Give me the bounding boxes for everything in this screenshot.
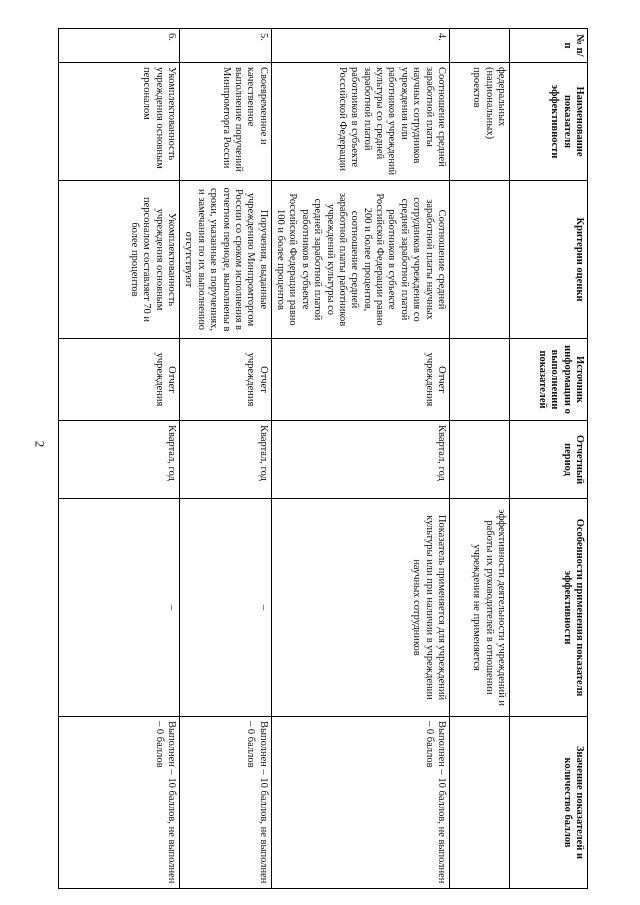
table-row [271,29,449,889]
header-period: Отчетный период [510,421,588,499]
cell-value: Выполнен – 10 баллов, не выполнен – 0 баллов [180,717,272,889]
cell-features: – [180,499,272,717]
cell-num: 6. [59,29,180,63]
header-num: № п/п [510,29,588,63]
cell-features: Показатель применяется для учреждений культуры или при наличии в учреждении научных сотрудников [271,499,449,717]
cell-source: Отчет учреждения [271,339,449,421]
cell-features: – [59,499,180,717]
cell-criteria: Соотношение средней заработной платы научных сотрудников учреждения со средней заработной платой работников в субъекте Российской Федерации равно 200 и более процентов, соотношение средней заработной платы работников учреждений культуры со средней заработной платой работников в субъекте Российской Федерации равно 100 и более процентов [271,181,449,339]
header-value: Значение показателей и количество баллов [510,717,588,889]
cell-source: Отчет учреждения [180,339,272,421]
rotated-table-container [58,28,588,888]
cell-value: Выполнен – 10 баллов, не выполнен – 0 баллов [59,717,180,889]
header-name: Наименование показателя эффективности [510,63,588,181]
efficiency-indicators-table [58,28,588,889]
cell-name: Своевременное и качественное выполнение поручений Минпромторга России [180,63,272,181]
cell-period: Квартал, год [271,421,449,499]
cell-criteria: Поручения, выданные учреждению Минпромторгом России со сроком исполнения в отчетном периоде, выполнены в сроки, указанные в поручениях, и замечания по их выполнению отсутствуют [180,181,272,339]
table-row [180,29,272,889]
cell-features: эффективности деятельности учреждений и работы их руководителей в отношении учреждения не применяется [450,499,510,717]
cell-name: федеральных (национальных) проектов [450,63,510,181]
table-row [59,29,180,889]
cell-source [450,339,510,421]
cell-name: Укомплектованность учреждения основным персоналом [59,63,180,181]
cell-num: 4. [271,29,449,63]
cell-num [450,29,510,63]
cell-value: Выполнен – 10 баллов, не выполнен – 0 баллов [271,717,449,889]
cell-period: Квартал, год [59,421,180,499]
table-header-row [510,29,588,889]
cell-criteria: Укомплектованность учреждения основным персоналом составляет 70 и более процентов [59,181,180,339]
table-row [450,29,510,889]
header-criteria: Критерии оценки [510,181,588,339]
header-features: Особенности применения показателя эффективности [510,499,588,717]
cell-source: Отчет учреждения [59,339,180,421]
header-source: Источник информации о выполнении показателей [510,339,588,421]
cell-period: Квартал, год [180,421,272,499]
cell-period [450,421,510,499]
cell-num: 5. [180,29,272,63]
cell-value [450,717,510,889]
cell-criteria [450,181,510,339]
cell-name: Соотношение средней заработной платы научных сотрудников учреждения или работников учреждений культуры со средней заработной платой работников в субъекте Российской Федерации [271,63,449,181]
page-number: 2 [32,440,48,448]
